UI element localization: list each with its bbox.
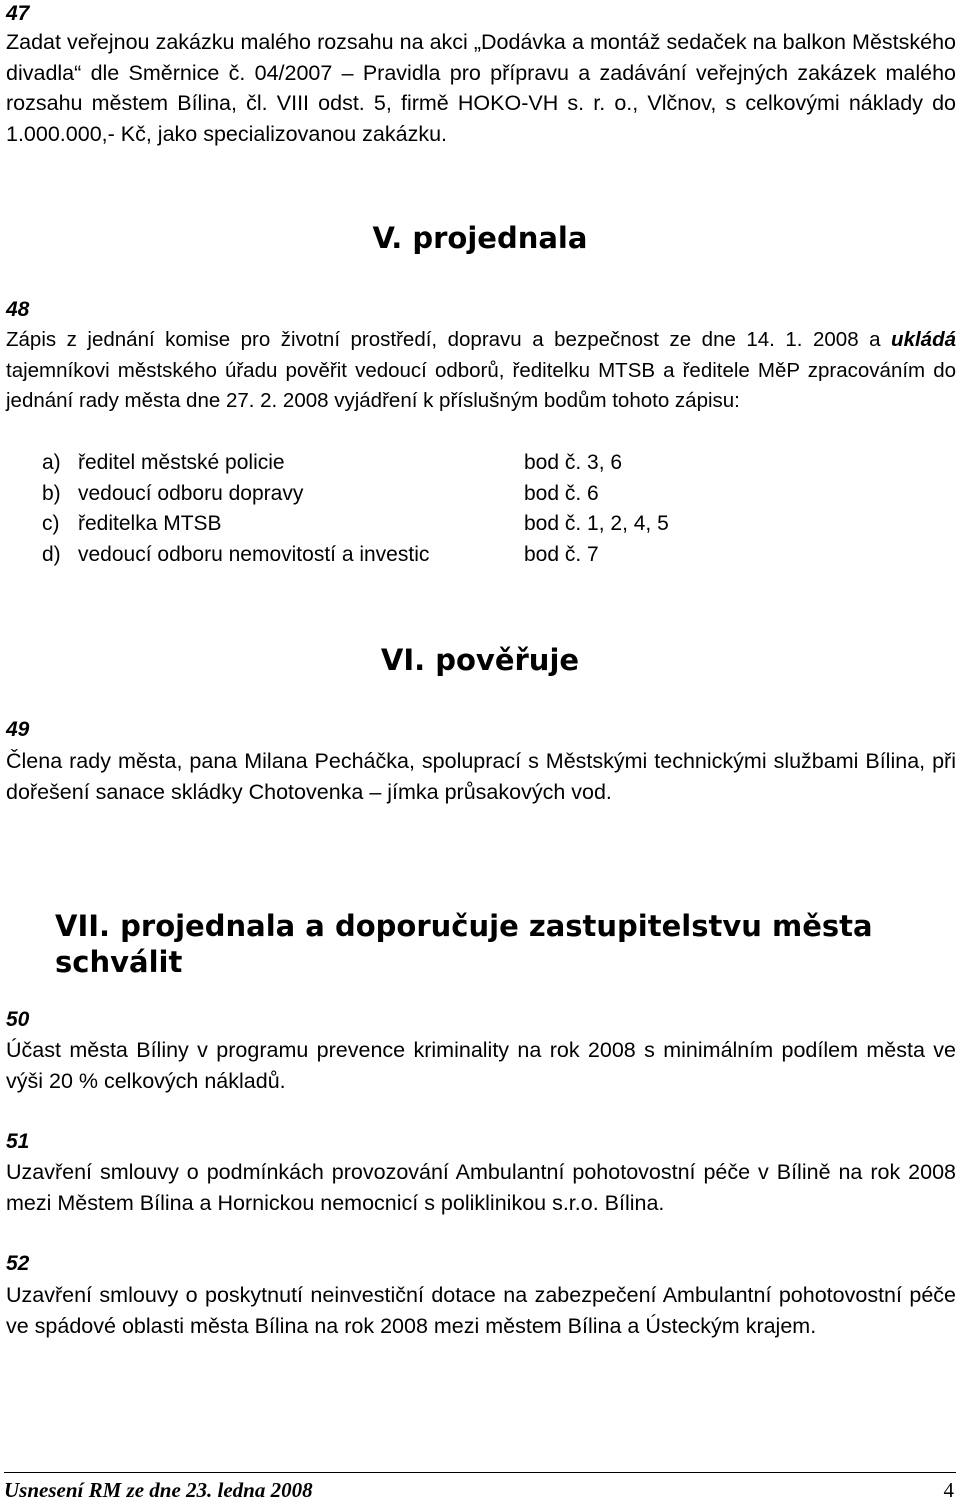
item-number: 50: [6, 1008, 30, 1031]
section-heading-vi: VI. pověřuje: [380, 643, 580, 677]
list-item: [42, 509, 742, 540]
list-text: ředitel městské policie: [78, 451, 285, 474]
item-number: 48: [6, 298, 30, 321]
item-number: 47: [6, 2, 30, 25]
list-text: vedoucí odboru dopravy: [78, 481, 304, 505]
keyword-uklada: ukládá: [891, 328, 956, 351]
page-number: 4: [943, 1478, 954, 1502]
item-number: 51: [6, 1130, 30, 1153]
list-text: vedoucí odboru nemovitostí a investic: [78, 542, 430, 566]
list-text: ředitelka MTSB: [78, 512, 222, 535]
item-text: [6, 325, 956, 417]
list-item: [42, 479, 742, 510]
assignment-list: [42, 448, 742, 570]
item-number: 52: [6, 1252, 30, 1275]
item-text: Účast města Bíliny v programu prevence kriminality na rok 2008 s minimálním podílem města ve výši 20 % celkových nákladů.: [6, 1038, 956, 1093]
item-text: Člena rady města, pana Milana Pecháčka, spoluprací s Městskými technickými službami Bílina, při dořešení sanace skládky Chotovenka – jímka průsakových vod.: [6, 749, 956, 804]
list-ref: bod č. 3, 6: [524, 451, 623, 474]
item-text: Zadat veřejnou zakázku malého rozsahu na akci „Dodávka a montáž sedaček na balkon Městského divadla“ dle Směrnice č. 04/2007 – Pravidla pro přípravu a zadávání veřejných zakázek malého rozsahu městem Bílina, čl. VIII odst. 5, firmě HOKO-VH s. r. o., Vlčnov, s celkovými náklady do 1.000.000,- Kč, jako specializovanou zakázku.: [6, 30, 956, 146]
item-text: Uzavření smlouvy o poskytnutí neinvestiční dotace na zabezpečení Ambulantní pohotovostní péče ve spádové oblasti města Bílina na rok 2008 mezi městem Bílina a Ústeckým krajem.: [6, 1283, 956, 1338]
item-text: Uzavření smlouvy o podmínkách provozování Ambulantní pohotovostní péče v Bílině na rok 2008 mezi Městem Bílina a Hornickou nemocnicí s poliklinikou s.r.o. Bílina.: [6, 1160, 956, 1215]
list-ref: bod č. 6: [524, 481, 599, 505]
footer-divider: [4, 1472, 956, 1473]
list-letter: b): [42, 481, 61, 505]
list-ref: bod č. 1, 2, 4, 5: [524, 512, 669, 535]
list-letter: c): [42, 512, 60, 535]
item-number: 49: [6, 718, 30, 741]
section-heading-v: V. projednala: [372, 221, 588, 255]
list-ref: bod č. 7: [524, 542, 599, 566]
section-heading-vii: VII. projednala a doporučuje zastupitelstvu města schválit: [55, 909, 873, 979]
item-text-before: Zápis z jednání komise pro životní prostředí, dopravu a bezpečnost ze dne 14. 1. 2008 a: [6, 328, 892, 351]
list-letter: a): [42, 451, 61, 474]
footer-title: Usnesení RM ze dne 23. ledna 2008: [4, 1478, 313, 1502]
list-item: [42, 448, 742, 479]
list-letter: d): [42, 542, 61, 566]
item-text-after: tajemníkovi městského úřadu pověřit vedoucí odborů, ředitelku MTSB a ředitele MěP zpracováním do jednání rady města dne 27. 2. 2008 vyjádření k příslušným bodům tohoto zápisu:: [6, 358, 956, 412]
list-item: [42, 540, 742, 571]
